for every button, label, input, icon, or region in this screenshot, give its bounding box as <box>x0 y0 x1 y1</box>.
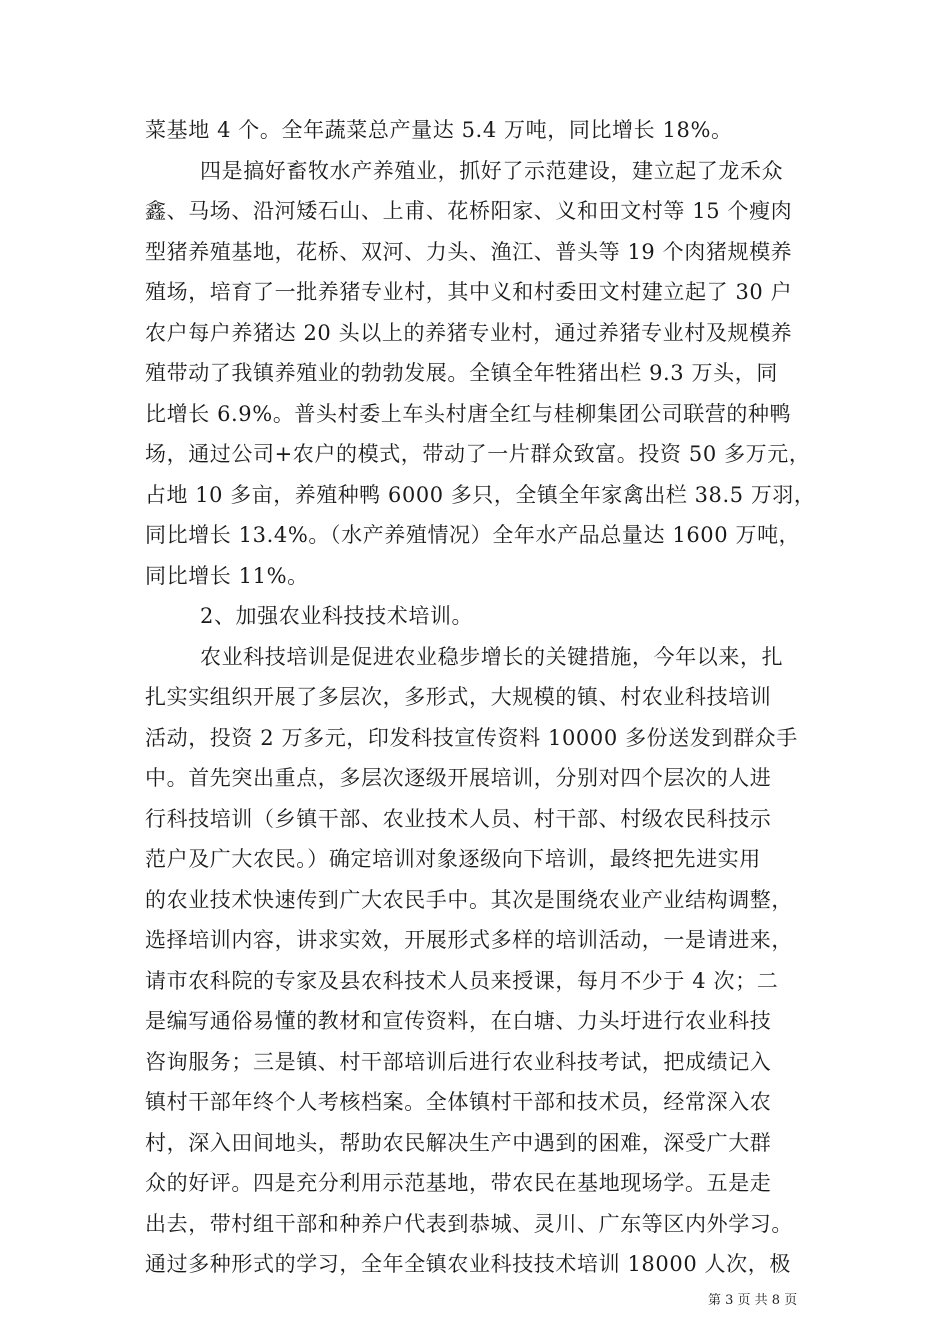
text-line-15: 扎实实组织开展了多层次，多形式，大规模的镇、村农业科技培训 <box>145 685 772 709</box>
text-line-1: 菜基地 4 个。全年蔬菜总产量达 5.4 万吨，同比增长 18%。 <box>145 118 733 142</box>
text-line-14: 农业科技培训是促进农业稳步增长的关键措施，今年以来，扎 <box>200 644 784 669</box>
text-line-10: 占地 10 多亩，养殖种鸭 6000 多只，全镇全年家禽出栏 38.5 万羽， <box>145 482 816 507</box>
text-line-4: 型猪养殖基地，花桥、双河、力头、渔江、普头等 19 个肉猪规模养 <box>145 239 793 264</box>
text-line-16: 活动，投资 2 万多元，印发科技宣传资料 10000 多份送发到群众手 <box>145 725 798 750</box>
text-line-24: 咨询服务；三是镇、村干部培训后进行农业科技考试，把成绩记入 <box>145 1049 772 1074</box>
text-line-29: 通过多种形式的学习，全年全镇农业科技技术培训 18000 人次，极 <box>145 1252 791 1276</box>
text-line-18: 行科技培训（乡镇干部、农业技术人员、村干部、村级农民科技示 <box>145 806 772 831</box>
text-line-26: 村，深入田间地头，帮助农民解决生产中遇到的困难，深受广大群 <box>145 1130 772 1155</box>
text-line-7: 殖带动了我镇养殖业的勃勃发展。全镇全年牲猪出栏 9.3 万头，同 <box>145 361 778 385</box>
text-line-23: 是编写通俗易懂的教材和宣传资料，在白塘、力头圩进行农业科技 <box>145 1009 772 1033</box>
text-line-21: 选择培训内容，讲求实效，开展形式多样的培训活动，一是请进来， <box>145 928 793 952</box>
text-line-8: 比增长 6.9%。普头村委上车头村唐全红与桂柳集团公司联营的种鸭 <box>145 401 792 426</box>
text-line-28: 出去，带村组干部和种养户代表到恭城、灵川、广东等区内外学习。 <box>145 1211 793 1236</box>
text-line-6: 农户每户养猪达 20 头以上的养猪专业村，通过养猪专业村及规模养 <box>145 320 793 345</box>
text-line-22: 请市农科院的专家及县农科技术人员来授课，每月不少于 4 次；二 <box>145 968 779 993</box>
section-heading: 2、加强农业科技技术培训。 <box>200 604 474 628</box>
page-number-label: 第 3 页 共 8 页 <box>708 1293 798 1308</box>
text-line-27: 众的好评。四是充分利用示范基地，带农民在基地现场学。五是走 <box>145 1171 772 1195</box>
text-line-11: 同比增长 13.4%。（水产养殖情况）全年水产品总量达 1600 万吨， <box>145 523 801 547</box>
text-line-5: 殖场，培育了一批养猪专业村，其中义和村委田文村建立起了 30 户 <box>145 280 793 304</box>
text-line-20: 的农业技术快速传到广大农民手中。其次是围绕农业产业结构调整， <box>145 887 793 912</box>
text-line-17: 中。首先突出重点，多层次逐级开展培训，分别对四个层次的人进 <box>145 766 772 790</box>
text-line-9: 场，通过公司+农户的模式，带动了一片群众致富。投资 50 多万元， <box>145 442 811 466</box>
text-line-2: 四是搞好畜牧水产养殖业，抓好了示范建设，建立起了龙禾众 <box>200 158 784 183</box>
text-line-19: 范户及广大农民。）确定培训对象逐级向下培训，最终把先进实用 <box>145 847 761 871</box>
text-line-25: 镇村干部年终个人考核档案。全体镇村干部和技术员，经常深入农 <box>145 1090 772 1114</box>
text-line-12: 同比增长 11%。 <box>145 563 309 588</box>
page-footer <box>708 1292 797 1310</box>
text-line-3: 鑫、马场、沿河矮石山、上甫、花桥阳家、义和田文村等 15 个瘦肉 <box>145 199 793 223</box>
